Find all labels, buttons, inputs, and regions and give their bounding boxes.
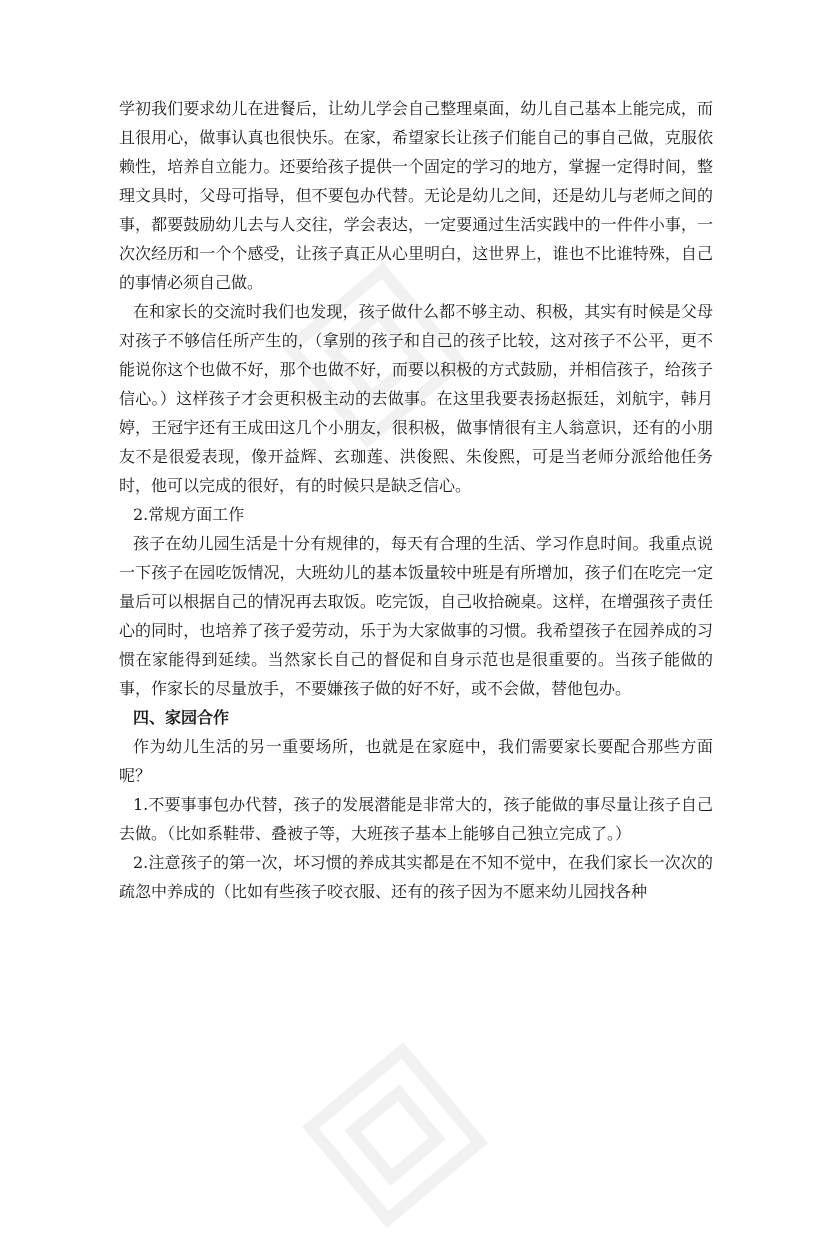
paragraph: 孩子在幼儿园生活是十分有规律的，每天有合理的生活、学习作息时间。我重点说一下孩子在园吃饭情况，大班幼儿的基本饭量较中班是有所增加，孩子们在吃完一定量后可以根据自己的情况再去取饭。吃完饭，自己收拾碗桌。这样，在增强孩子责任心的同时，也培养了孩子爱劳动，乐于为大家做事的习惯。我希望孩子在园养成的习惯在家能得到延续。当然家长自己的督促和自身示范也是很重要的。当孩子能做的事，作家长的尽量放手，不要嫌孩子做的好不好，或不会做，替他包办。	[119, 534, 713, 698]
list-item: 1.不要事事包办代替，孩子的发展潜能是非常大的，孩子能做的事尽量让孩子自己去做。（比如系鞋带、叠被子等，大班孩子基本上能够自己独立完成了。）	[119, 795, 713, 843]
document-body	[119, 94, 713, 906]
section-subheading: 2.常规方面工作	[133, 505, 245, 524]
watermark-logo	[289, 1029, 500, 1240]
list-item: 2.注意孩子的第一次，坏习惯的养成其实都是在不知不觉中，在我们家长一次次的疏忽中养成的（比如有些孩子咬衣服、还有的孩子因为不愿来幼儿园找各种	[119, 853, 713, 901]
paragraph: 学初我们要求幼儿在进餐后，让幼儿学会自己整理桌面，幼儿自己基本上能完成，而且很用心，做事认真也很快乐。在家，希望家长让孩子们能自己的事自己做，克服依赖性，培养自立能力。还要给孩子提供一个固定的学习的地方，掌握一定得时间，整理文具时，父母可指导，但不要包办代替。无论是幼儿之间，还是幼儿与老师之间的事，都要鼓励幼儿去与人交往，学会表达，一定要通过生活实践中的一件件小事，一次次经历和一个个感受，让孩子真正从心里明白，这世界上，谁也不比谁特殊，自己的事情必须自己做。	[119, 99, 713, 292]
paragraph: 在和家长的交流时我们也发现，孩子做什么都不够主动、积极，其实有时候是父母对孩子不够信任所产生的，（拿别的孩子和自己的孩子比较，这对孩子不公平，更不能说你这个也做不好，那个也做不好，而要以积极的方式鼓励，并相信孩子，给孩子信心。）这样孩子才会更积极主动的去做事。在这里我要表扬赵振廷，刘航宇，韩月婷，王冠宇还有王成田这几个小朋友，很积极，做事情很有主人翁意识，还有的小朋友不是很爱表现，像开益辉、玄珈莲、洪俊熙、朱俊熙，可是当老师分派给他任务时，他可以完成的很好，有的时候只是缺乏信心。	[119, 302, 713, 495]
paragraph: 作为幼儿生活的另一重要场所，也就是在家庭中，我们需要家长要配合那些方面呢？	[119, 737, 713, 785]
section-heading: 四、家园合作	[133, 708, 230, 727]
